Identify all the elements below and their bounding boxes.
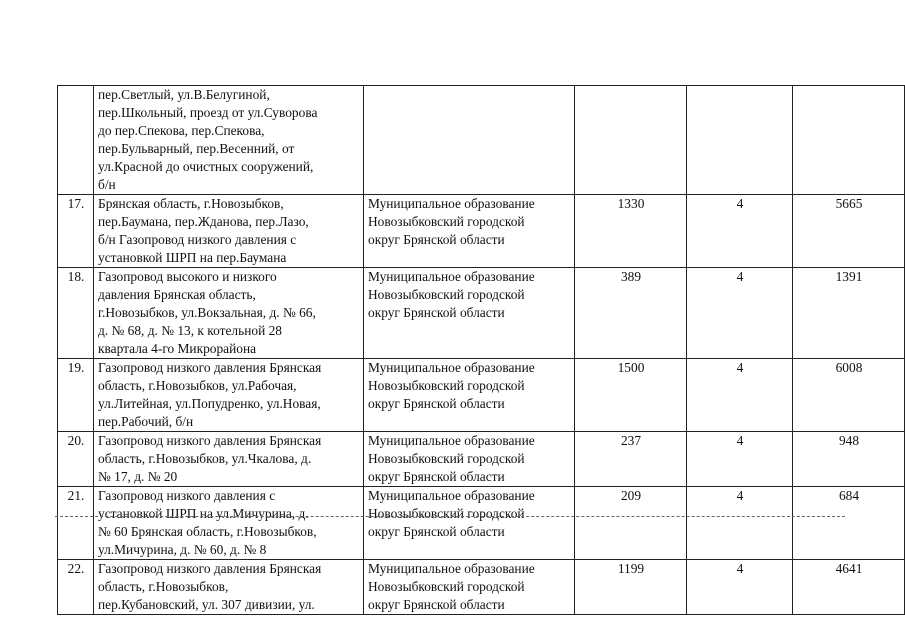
owner: Муниципальное образование Новозыбковский городской округ Брянской области <box>364 195 575 268</box>
row-number: 21. <box>58 487 94 560</box>
category: 4 <box>687 195 793 268</box>
row-number <box>58 86 94 195</box>
table-row <box>58 268 905 359</box>
category <box>687 86 793 195</box>
length: 237 <box>575 432 687 487</box>
length: 1199 <box>575 560 687 615</box>
object-name: Газопровод высокого и низкого давления Брянская область, г.Новозыбков, ул.Вокзальная, д. № 66, д. № 68, д. № 13, к котельной 28 квартала 4-го Микрорайона <box>94 268 364 359</box>
value: 684 <box>793 487 905 560</box>
value: 948 <box>793 432 905 487</box>
object-name: Газопровод низкого давления Брянская область, г.Новозыбков, ул.Чкалова, д. № 17, д. № 20 <box>94 432 364 487</box>
table-row <box>58 487 905 560</box>
object-name: Газопровод низкого давления Брянская область, г.Новозыбков, пер.Кубановский, ул. 307 дивизии, ул. <box>94 560 364 615</box>
value: 4641 <box>793 560 905 615</box>
row-number: 19. <box>58 359 94 432</box>
table-row <box>58 359 905 432</box>
row-number: 22. <box>58 560 94 615</box>
table-row <box>58 560 905 615</box>
owner: Муниципальное образование Новозыбковский городской округ Брянской области <box>364 487 575 560</box>
category: 4 <box>687 487 793 560</box>
registry-table-body <box>58 86 905 615</box>
category: 4 <box>687 560 793 615</box>
object-name: Газопровод низкого давления с установкой ШРП на ул.Мичурина, д. № 60 Брянская область, г.Новозыбков, ул.Мичурина, д. № 60, д. № 8 <box>94 487 364 560</box>
value: 1391 <box>793 268 905 359</box>
category: 4 <box>687 268 793 359</box>
length: 389 <box>575 268 687 359</box>
length: 1500 <box>575 359 687 432</box>
object-name: пер.Светлый, ул.В.Белугиной, пер.Школьный, проезд от ул.Суворова до пер.Спекова, пер.Спекова, пер.Бульварный, пер.Весенний, от ул.Красной до очистных сооружений, б/н <box>94 86 364 195</box>
value <box>793 86 905 195</box>
object-name: Газопровод низкого давления Брянская область, г.Новозыбков, ул.Рабочая, ул.Литейная, ул.Попудренко, ул.Новая, пер.Рабочий, б/н <box>94 359 364 432</box>
row-number: 17. <box>58 195 94 268</box>
category: 4 <box>687 359 793 432</box>
length: 209 <box>575 487 687 560</box>
owner: Муниципальное образование Новозыбковский городской округ Брянской области <box>364 268 575 359</box>
row-number: 20. <box>58 432 94 487</box>
value: 5665 <box>793 195 905 268</box>
owner: Муниципальное образование Новозыбковский городской округ Брянской области <box>364 432 575 487</box>
length: 1330 <box>575 195 687 268</box>
owner: Муниципальное образование Новозыбковский городской округ Брянской области <box>364 359 575 432</box>
table-row <box>58 432 905 487</box>
object-name: Брянская область, г.Новозыбков, пер.Баумана, пер.Жданова, пер.Лазо, б/н Газопровод низкого давления с установкой ШРП на пер.Баумана <box>94 195 364 268</box>
owner: Муниципальное образование Новозыбковский городской округ Брянской области <box>364 560 575 615</box>
length <box>575 86 687 195</box>
table-row <box>58 86 905 195</box>
category: 4 <box>687 432 793 487</box>
row-number: 18. <box>58 268 94 359</box>
value: 6008 <box>793 359 905 432</box>
scan-artifact-line <box>55 516 845 517</box>
owner <box>364 86 575 195</box>
table-row <box>58 195 905 268</box>
registry-table <box>57 85 905 615</box>
